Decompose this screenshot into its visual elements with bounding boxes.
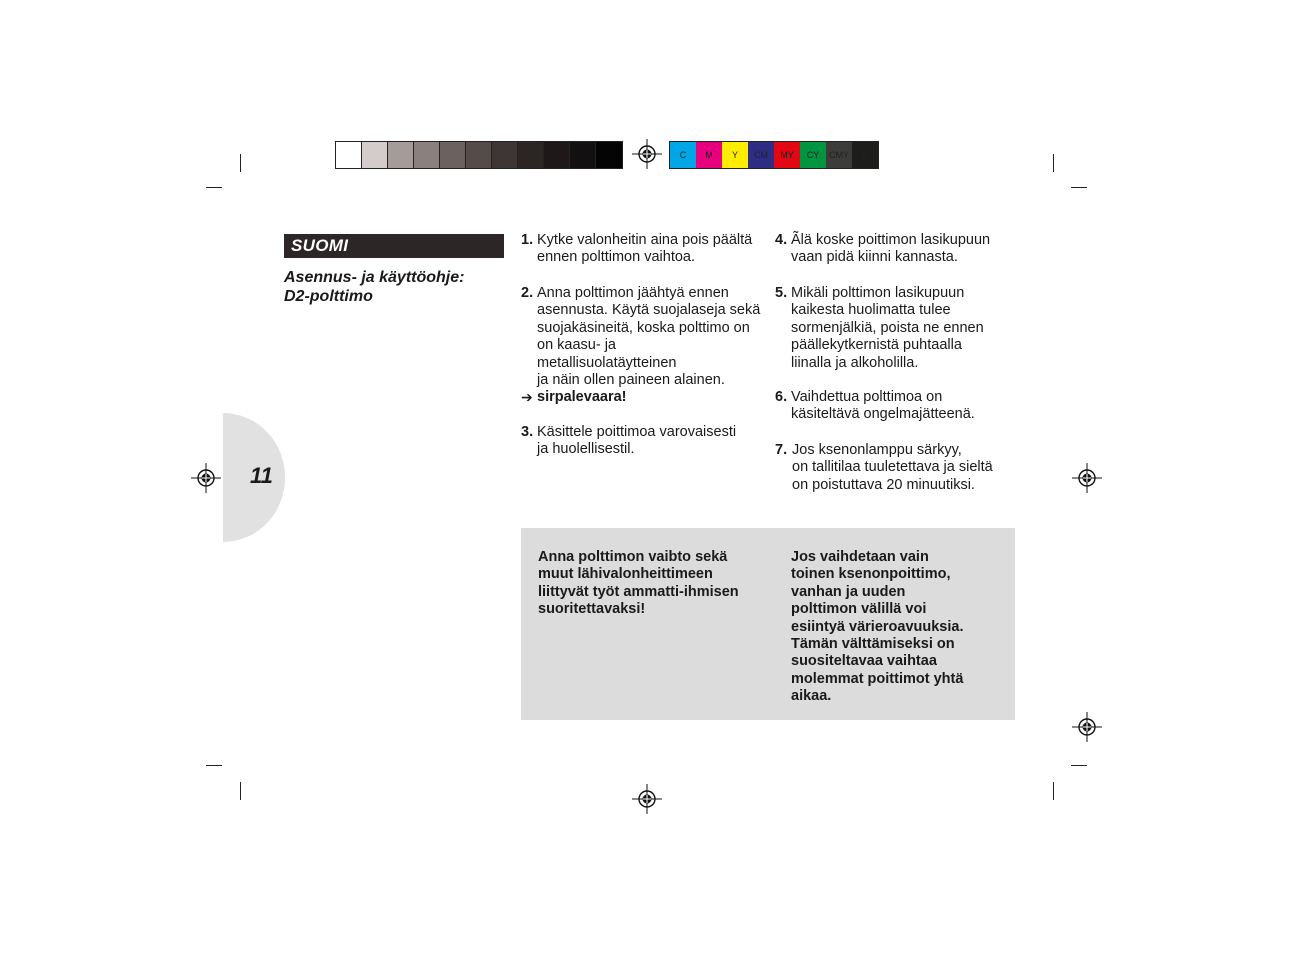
item-line: ja huolellisestil. bbox=[537, 441, 635, 458]
gray-swatch bbox=[362, 142, 388, 168]
item-line: Ãlä koske poittimon lasikupuun bbox=[791, 232, 991, 248]
item-number: 1. bbox=[521, 232, 534, 248]
item-line: käsiteltävä ongelmajätteenä. bbox=[791, 406, 975, 423]
color-swatch: MY bbox=[774, 142, 800, 168]
item-number: 7. bbox=[775, 442, 788, 458]
arrow-right-icon: ➔ bbox=[521, 389, 533, 405]
language-label: SUOMI bbox=[291, 236, 349, 255]
item-line: vaan pidä kiinni kannasta. bbox=[791, 249, 958, 266]
notice-left: Anna polttimon vaibto sekä muut lähivalonheittimeen liittyvät työt ammatti-ihmisen suoritettavaksi! bbox=[538, 549, 739, 618]
color-swatch: M bbox=[696, 142, 722, 168]
item-line: metallisuolatäytteinen bbox=[537, 354, 677, 371]
crop-mark bbox=[240, 782, 241, 800]
item-line: Anna polttimon jäähtyä ennen bbox=[537, 285, 729, 301]
crop-mark bbox=[1053, 782, 1054, 800]
color-swatch: C bbox=[670, 142, 696, 168]
item-line: päällekytkernistä puhtaalla bbox=[791, 337, 962, 354]
gray-swatch bbox=[414, 142, 440, 168]
crop-mark bbox=[1053, 154, 1054, 172]
item-line: Kytke valonheitin aina pois päältä bbox=[537, 232, 753, 248]
color-control-bar bbox=[669, 141, 879, 169]
crop-mark bbox=[206, 187, 222, 188]
language-header bbox=[284, 234, 504, 258]
item-line: ja näin ollen paineen alainen. bbox=[537, 372, 725, 389]
title-line: D2-polttimo bbox=[284, 288, 373, 305]
title-line: Asennus- ja käyttöohje: bbox=[284, 269, 465, 286]
item-number: 2. bbox=[521, 285, 534, 301]
color-swatch: CM bbox=[748, 142, 774, 168]
registration-mark-icon bbox=[1072, 463, 1102, 493]
item-line: Käsittele poittimoa varovaisesti bbox=[537, 424, 737, 440]
crop-mark bbox=[1071, 187, 1087, 188]
item-line: on tallitilaa tuuletettava ja sieltä bbox=[792, 459, 993, 476]
color-swatch: Y bbox=[722, 142, 748, 168]
crop-mark bbox=[1071, 765, 1087, 766]
gray-swatch bbox=[518, 142, 544, 168]
item-line: Mikäli polttimon lasikupuun bbox=[791, 285, 965, 301]
item-number: 5. bbox=[775, 285, 788, 301]
color-swatch: CY bbox=[800, 142, 826, 168]
item-line: kaikesta huolimatta tulee bbox=[791, 302, 951, 319]
gray-swatch bbox=[596, 142, 622, 168]
notice-box bbox=[521, 528, 1015, 720]
item-number: 3. bbox=[521, 424, 534, 440]
gray-swatch bbox=[492, 142, 518, 168]
item-line: suojakäsineitä, koska polttimo on bbox=[537, 319, 750, 336]
registration-mark-icon bbox=[1072, 712, 1102, 742]
item-number: 6. bbox=[775, 389, 788, 405]
item-number: 4. bbox=[775, 232, 788, 248]
gray-swatch bbox=[336, 142, 362, 168]
gray-swatch bbox=[440, 142, 466, 168]
notice-right: Jos vaihdetaan vain toinen ksenonpoittimo, vanhan ja uuden polttimon välillä voi esiintyä värieroavuuksia. Tämän välttämiseksi on suositeltavaa vaihtaa molemmat poittimot yhtä aikaa. bbox=[791, 549, 964, 705]
color-swatch: K bbox=[852, 142, 878, 168]
page-number: 11 bbox=[250, 463, 273, 488]
item-line: on kaasu- ja bbox=[537, 337, 616, 354]
crop-mark bbox=[240, 154, 241, 172]
item-line: sormenjälkiä, poista ne ennen bbox=[791, 319, 984, 336]
color-swatch: CMY bbox=[826, 142, 852, 168]
item-line: on poistuttava 20 minuutiksi. bbox=[792, 476, 975, 493]
gray-swatch bbox=[544, 142, 570, 168]
registration-mark-icon bbox=[191, 463, 221, 493]
registration-mark-icon bbox=[632, 784, 662, 814]
crop-mark bbox=[206, 765, 222, 766]
item-line: Jos ksenonlamppu särkyy, bbox=[792, 442, 962, 458]
item-line: ennen polttimon vaihtoa. bbox=[537, 249, 695, 266]
grayscale-bar bbox=[335, 141, 623, 169]
gray-swatch bbox=[570, 142, 596, 168]
item-line: asennusta. Käytä suojalaseja sekä bbox=[537, 302, 761, 319]
registration-mark-icon bbox=[632, 139, 662, 169]
gray-swatch bbox=[466, 142, 492, 168]
item-line: Vaihdettua polttimoa on bbox=[791, 389, 943, 405]
gray-swatch bbox=[388, 142, 414, 168]
item-line: liinalla ja alkoholilla. bbox=[791, 354, 919, 371]
page-title bbox=[284, 268, 514, 306]
warning-text: sirpalevaara! bbox=[537, 389, 627, 405]
